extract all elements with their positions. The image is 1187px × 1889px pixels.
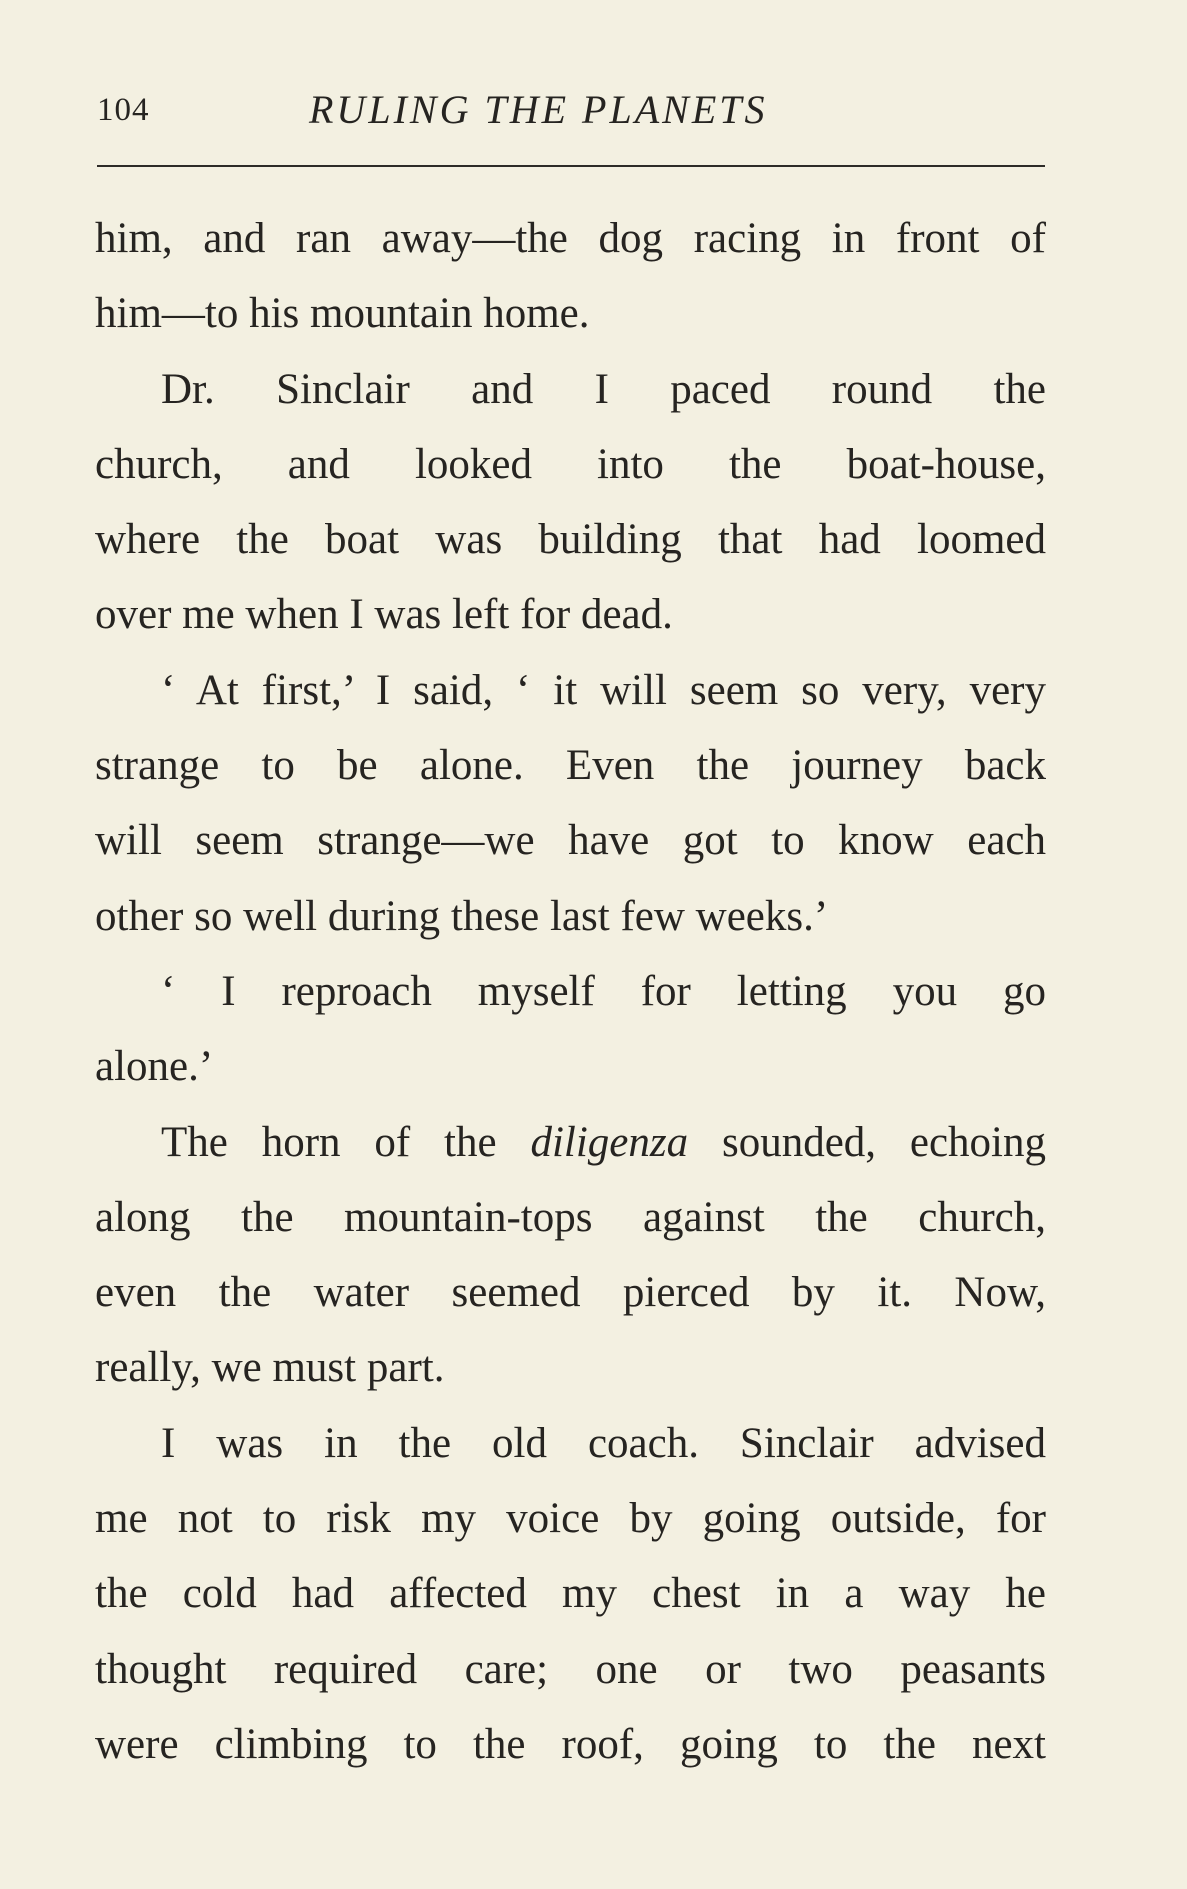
text-line bbox=[95, 1029, 1046, 1104]
text-line-content: church, and looked into the boat-house, bbox=[95, 440, 1046, 488]
page-header bbox=[97, 86, 1045, 146]
text-line-content: other so well during these last few weeks.’ bbox=[95, 892, 829, 940]
text-line-content: ‘ At first,’ I said, ‘ it will seem so very, very bbox=[161, 666, 1046, 714]
text-line-content: I was in the old coach. Sinclair advised bbox=[161, 1419, 1046, 1467]
text-line-content: him—to his mountain home. bbox=[95, 290, 590, 338]
text-line bbox=[95, 728, 1046, 803]
text-line bbox=[95, 352, 1046, 427]
text-line bbox=[95, 1406, 1046, 1481]
text-line-content: ‘ I reproach myself for letting you go bbox=[161, 967, 1046, 1015]
text-line bbox=[95, 1105, 1046, 1180]
text-line bbox=[95, 201, 1046, 276]
text-line-content: along the mountain-tops against the church, bbox=[95, 1193, 1046, 1241]
text-line bbox=[95, 1330, 1046, 1405]
text-line bbox=[95, 1707, 1046, 1782]
text-line-content: thought required care; one or two peasants bbox=[95, 1645, 1046, 1693]
text-line bbox=[95, 1556, 1046, 1631]
text-line-content: even the water seemed pierced by it. Now, bbox=[95, 1269, 1046, 1317]
text-line bbox=[95, 1481, 1046, 1556]
text-line-content: where the boat was building that had loomed bbox=[95, 516, 1046, 564]
italic-word: diligenza bbox=[530, 1118, 689, 1166]
text-line-after: sounded, echoing bbox=[688, 1118, 1046, 1166]
text-line bbox=[95, 276, 1046, 351]
text-line bbox=[95, 577, 1046, 652]
text-line bbox=[95, 1632, 1046, 1707]
text-line-content: really, we must part. bbox=[95, 1344, 445, 1392]
text-line bbox=[95, 653, 1046, 728]
running-title: RULING THE PLANETS bbox=[309, 87, 768, 132]
text-line-before: The horn of the bbox=[161, 1118, 531, 1166]
text-line bbox=[95, 954, 1046, 1029]
text-line-content: were climbing to the roof, going to the next bbox=[95, 1720, 1046, 1768]
text-line-content: over me when I was left for dead. bbox=[95, 591, 673, 639]
text-line bbox=[95, 803, 1046, 878]
body-text bbox=[95, 201, 1046, 1782]
text-line bbox=[95, 427, 1046, 502]
page-number: 104 bbox=[97, 92, 150, 128]
text-line-content: him, and ran away—the dog racing in front of bbox=[95, 215, 1046, 262]
text-line-content: will seem strange—we have got to know each bbox=[95, 817, 1046, 865]
text-line bbox=[95, 1180, 1046, 1255]
text-line bbox=[95, 502, 1046, 577]
text-line bbox=[95, 879, 1046, 954]
text-line-content: alone.’ bbox=[95, 1043, 214, 1091]
text-line-content: strange to be alone. Even the journey back bbox=[95, 742, 1046, 790]
text-line-content: me not to risk my voice by going outside, for bbox=[95, 1495, 1046, 1543]
text-line bbox=[95, 1255, 1046, 1330]
text-line-content: Dr. Sinclair and I paced round the bbox=[161, 365, 1046, 413]
header-rule bbox=[97, 165, 1045, 167]
text-line-content: the cold had affected my chest in a way he bbox=[95, 1570, 1046, 1618]
